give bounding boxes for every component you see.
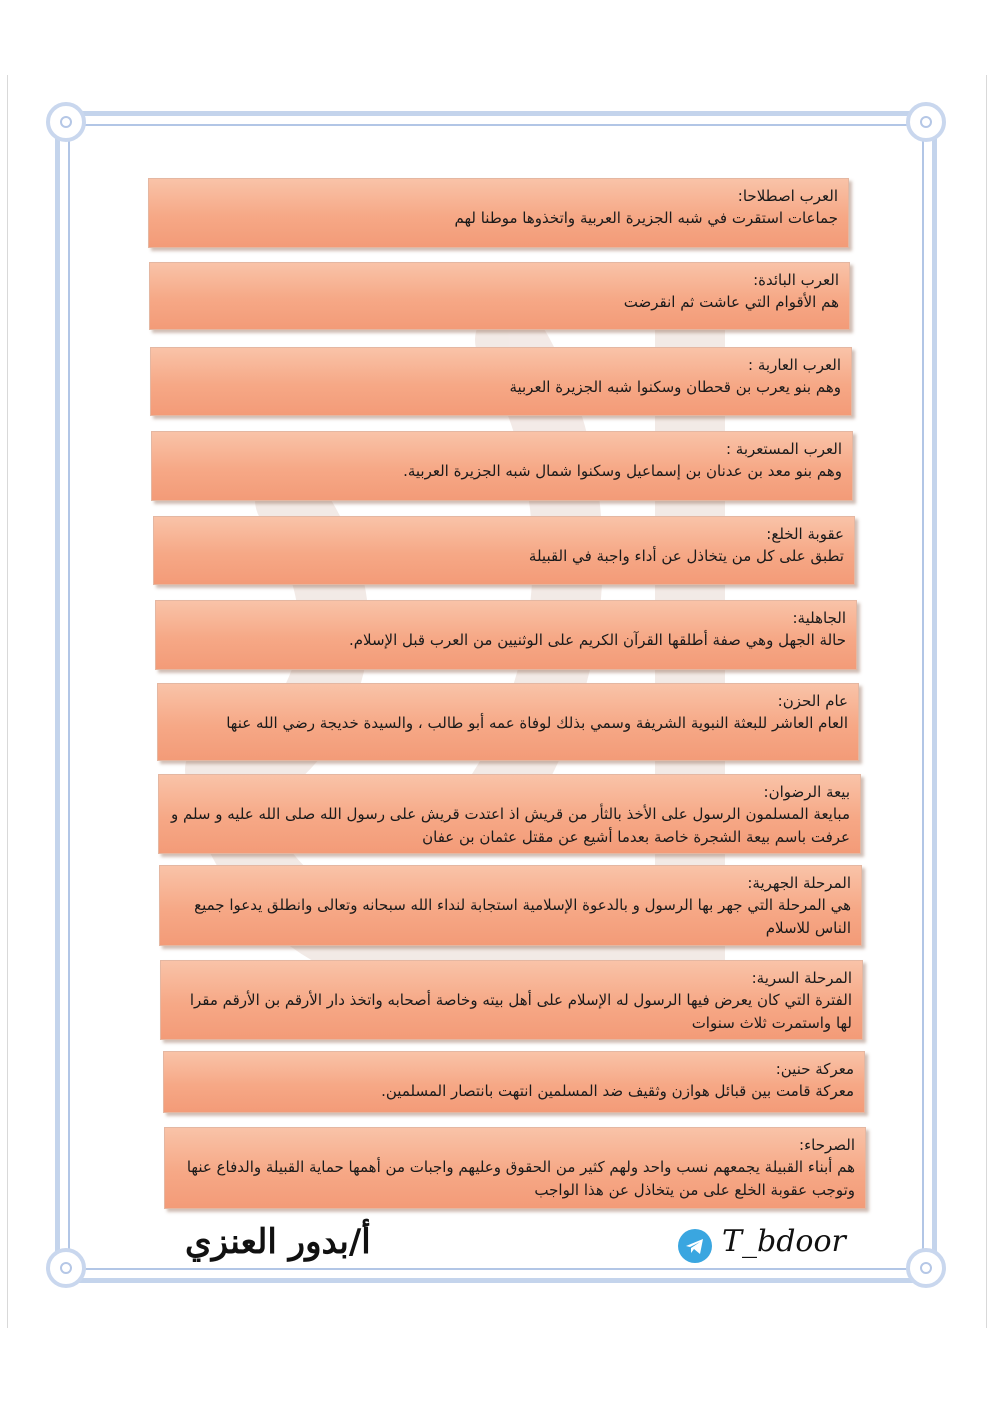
term-label: الصرحاء: [799,1136,855,1154]
corner-ornament-icon [906,1248,946,1288]
definition-card [160,960,863,1040]
definition-card [157,683,859,761]
definition-card [149,262,850,330]
definition-card [148,178,849,248]
term-label: العرب البائدة: [753,271,839,289]
definition-card [155,600,857,670]
term-definition: العام العاشر للبعثة النبوية الشريفة وسمي بذلك لوفاة عمه أبو طالب ، والسيدة خديجة رضي الله عنها [226,714,848,732]
author-signature: أ/بدور العنزي [185,1222,371,1262]
term-definition: حالة الجهل وهي صفة أطلقها القرآن الكريم على الوثنيين من العرب قبل الإسلام. [348,631,846,649]
term-label: المرحلة السرية: [751,969,852,987]
term-label: العرب اصطلاحا: [737,187,838,205]
term-definition: وهم بنو معد بن عدنان بن إسماعيل وسكنوا شمال شبه الجزيرة العربية. [403,462,842,480]
term-label: العرب المستعربة : [725,440,842,458]
term-definition: هي المرحلة التي جهر بها الرسول و بالدعوة الإسلامية استجابة لنداء الله سبحانه وتعالى وانطلق يدعوا جميع الناس للاسلام [194,896,851,937]
telegram-icon [678,1229,712,1263]
term-definition: تطبق على كل من يتخاذل عن أداء واجبة في القبيلة [528,547,844,565]
definition-card [159,865,862,946]
definition-card [164,1127,866,1209]
term-definition: الفترة التي كان يعرض فيها الرسول له الإسلام على أهل بيته وخاصة أصحابه واتخذ دار الأرقم بن الأرقم مقرا لها واستمرت ثلاث سنوات [189,991,852,1032]
term-label: معركة حنين: [775,1060,854,1078]
telegram-handle: T_bdoor [722,1224,846,1259]
corner-ornament-icon [46,1248,86,1288]
term-label: عقوبة الخلع: [766,525,844,543]
term-label: بيعة الرضوان: [763,783,850,801]
term-definition: هم الأقوام التي عاشت ثم انقرضت [623,293,839,311]
term-label: الجاهلية: [792,609,846,627]
definition-card [151,431,853,501]
term-definition: وهم بنو يعرب بن قحطان وسكنوا شبه الجزيرة العربية [509,378,841,396]
term-definition: جماعات استقرت في شبه الجزيرة العربية واتخذوها موطنا لهم [454,209,838,227]
term-definition: مبايعة المسلمون الرسول على الأخذ بالثأر من قريش اذ اعتدت قريش على رسول الله صلى الله عليه و سلم و عرفت باسم بيعة الشجرة خاصة بعدما أشيع عن مقتل عثمان بن عفان [170,805,850,846]
definition-card [158,774,861,854]
term-label: المرحلة الجهرية: [747,874,851,892]
definition-card [150,347,852,416]
definition-card [153,516,855,585]
corner-ornament-icon [46,102,86,142]
term-definition: هم أبناء القبيلة يجمعهم نسب واحد ولهم كثير من الحقوق وعليهم واجبات من أهمها حماية القبيلة والدفاع عنها وتوجب عقوبة الخلع على من يتخاذل عن هذا الواجب [186,1158,855,1199]
corner-ornament-icon [906,102,946,142]
term-label: عام الحزن: [777,692,848,710]
term-definition: معركة قامت بين قبائل هوازن وثقيف ضد المسلمين انتهت بانتصار المسلمين. [381,1082,854,1100]
term-label: العرب العاربة : [748,356,841,374]
definition-card [163,1051,865,1113]
